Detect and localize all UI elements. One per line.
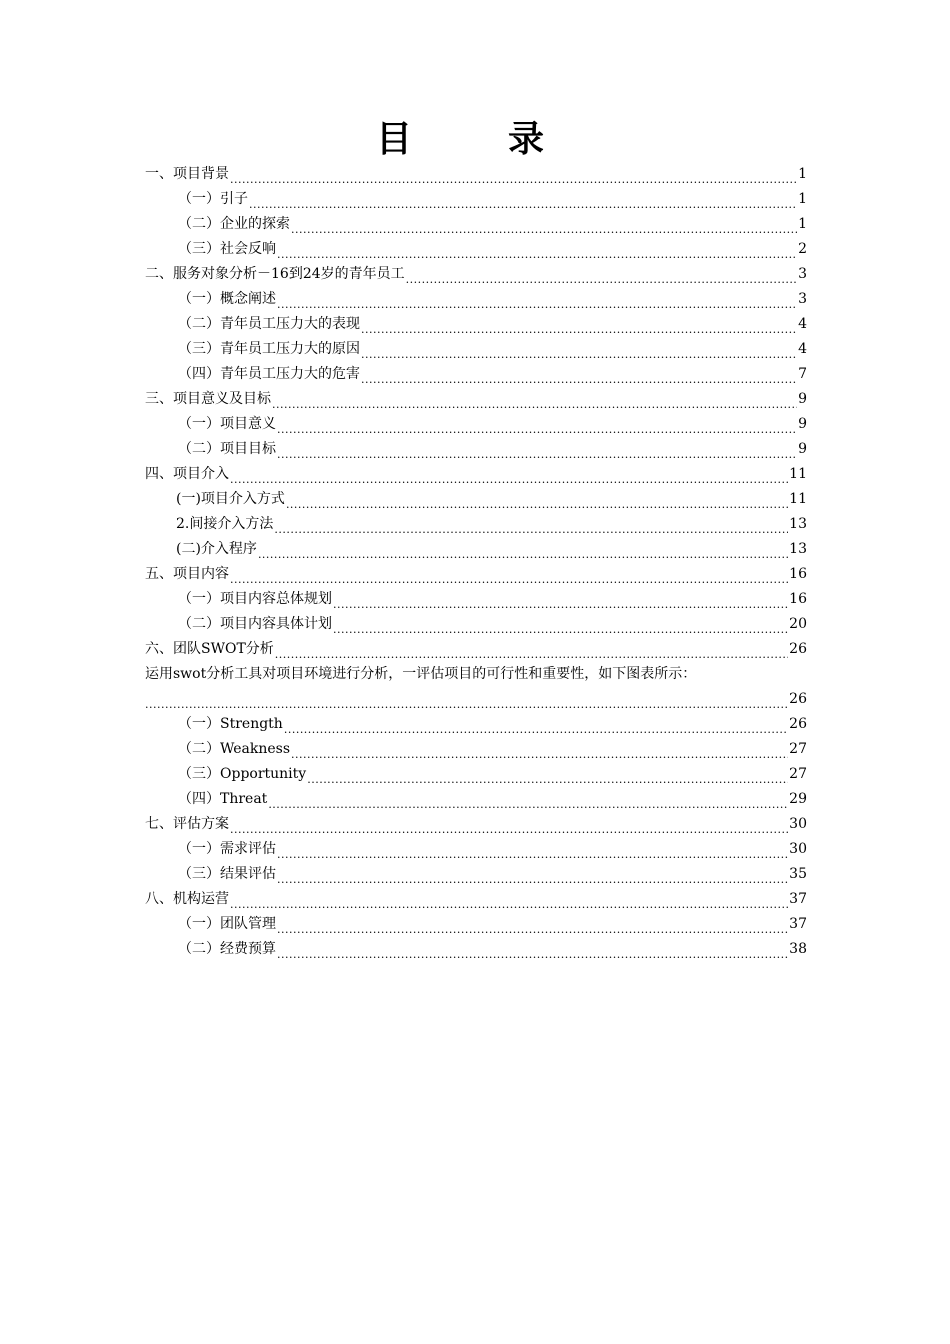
toc-entry[interactable] [145,412,807,437]
toc-page-number: 16 [789,566,807,582]
dot-leader [291,737,788,762]
toc-entry-label: 一、项目背景 [145,166,229,182]
toc-page-number: 1 [798,191,807,207]
toc-entry-label: （二）经费预算 [178,941,276,957]
toc-page-number: 26 [789,691,807,707]
dot-leader [277,837,788,862]
dot-leader [258,537,788,562]
toc-paragraph: 运用swot分析工具对项目环境进行分析，一评估项目的可行性和重要性，如下图表所示： [145,666,697,682]
toc-entry-label: （三）Opportunity [178,766,307,782]
dot-leader [361,312,797,337]
dot-leader [333,587,788,612]
toc-page-number: 1 [798,216,807,232]
toc-page-number: 27 [789,741,807,757]
toc-page-number: 27 [789,766,807,782]
toc-entry-label: （四）Threat [178,791,268,807]
dot-leader [284,712,788,737]
toc-page-number: 9 [798,416,807,432]
toc-entry-label: （二）项目内容具体计划 [178,616,332,632]
toc-entry-label: （三）结果评估 [178,866,276,882]
dot-leader [307,762,788,787]
dot-leader [361,337,797,362]
toc-entry-label: （一）Strength [178,716,283,732]
toc-page-number: 13 [789,541,807,557]
dot-leader [249,187,797,212]
toc-page-number: 11 [789,466,807,482]
toc-page-number: 9 [798,441,807,457]
toc-page-number: 37 [789,916,807,932]
toc-entry[interactable] [145,737,807,762]
toc-page-number: 26 [789,716,807,732]
toc-entry-label: （二）青年员工压力大的表现 [178,316,360,332]
dot-leader [272,387,797,412]
table-of-contents [145,162,807,962]
toc-entry[interactable] [145,387,807,412]
toc-entry[interactable] [145,637,807,662]
dot-leader [145,687,788,712]
dot-leader [291,212,797,237]
toc-entry-label: （四）青年员工压力大的危害 [178,366,360,382]
dot-leader [277,412,797,437]
toc-entry-label: 二、服务对象分析－16到24岁的青年员工 [145,266,405,282]
toc-entry-label: （一）团队管理 [178,916,276,932]
toc-entry[interactable] [145,312,807,337]
toc-entry[interactable] [145,237,807,262]
toc-entry-label: （一）项目内容总体规划 [178,591,332,607]
dot-leader [277,437,797,462]
toc-entry-label: 四、项目介入 [145,466,229,482]
toc-page-number: 13 [789,516,807,532]
toc-entry[interactable] [145,687,807,712]
toc-entry[interactable] [145,287,807,312]
toc-entry-label: 三、项目意义及目标 [145,391,271,407]
toc-page-number: 35 [789,866,807,882]
toc-page-number: 38 [789,941,807,957]
dot-leader [230,562,788,587]
toc-entry-label: （三）社会反响 [178,241,276,257]
dot-leader [277,862,788,887]
toc-entry[interactable] [145,887,807,912]
toc-entry[interactable] [145,787,807,812]
toc-entry[interactable] [145,462,807,487]
page-title: 目 录 [375,118,574,160]
toc-page-number: 1 [798,166,807,182]
dot-leader [277,912,788,937]
toc-page-number: 29 [789,791,807,807]
dot-leader [277,937,788,962]
toc-page-number: 3 [798,266,807,282]
toc-entry[interactable] [145,912,807,937]
toc-entry-label: （一）引子 [178,191,248,207]
dot-leader [268,787,788,812]
toc-entry[interactable] [145,612,807,637]
toc-entry-label: （一）需求评估 [178,841,276,857]
toc-entry[interactable] [145,512,807,537]
dot-leader [277,287,797,312]
dot-leader [406,262,797,287]
toc-entry-label: （二）Weakness [178,741,291,757]
toc-page-number: 30 [789,816,807,832]
toc-entry[interactable] [145,837,807,862]
toc-entry-label: 七、评估方案 [145,816,229,832]
toc-entry-label: （二）企业的探索 [178,216,290,232]
toc-entry[interactable] [145,262,807,287]
toc-entry-label: 五、项目内容 [145,566,229,582]
toc-page-number: 20 [789,616,807,632]
toc-entry-label: (一)项目介入方式 [176,491,285,507]
toc-entry-label: （一）概念阐述 [178,291,276,307]
toc-entry[interactable] [145,862,807,887]
toc-page-number: 4 [798,316,807,332]
toc-entry[interactable] [145,187,807,212]
toc-page-number: 9 [798,391,807,407]
toc-entry[interactable] [145,337,807,362]
toc-entry[interactable] [145,762,807,787]
toc-entry-label: 2.间接介入方法 [176,516,274,532]
dot-leader [230,887,788,912]
toc-page-number: 2 [798,241,807,257]
toc-page-number: 26 [789,641,807,657]
dot-leader [361,362,797,387]
toc-entry[interactable] [145,812,807,837]
toc-entry-label: （一）项目意义 [178,416,276,432]
toc-page-number: 3 [798,291,807,307]
toc-entry-label: 六、团队SWOT分析 [145,641,274,657]
dot-leader [230,162,797,187]
dot-leader [333,612,788,637]
toc-entry-label: （三）青年员工压力大的原因 [178,341,360,357]
toc-entry-label: (二)介入程序 [176,541,257,557]
toc-page-number: 7 [798,366,807,382]
dot-leader [286,487,788,512]
toc-page-number: 37 [789,891,807,907]
toc-entry-label: 八、机构运营 [145,891,229,907]
toc-entry[interactable] [145,712,807,737]
dot-leader [275,637,788,662]
dot-leader [230,812,788,837]
toc-entry-label: （二）项目目标 [178,441,276,457]
toc-entry[interactable] [145,437,807,462]
toc-entry[interactable] [145,162,807,187]
toc-entry[interactable] [145,562,807,587]
toc-entry[interactable] [145,487,807,512]
toc-entry[interactable] [145,362,807,387]
toc-page-number: 4 [798,341,807,357]
toc-entry[interactable] [145,537,807,562]
dot-leader [277,237,797,262]
toc-page-number: 11 [789,491,807,507]
dot-leader [274,512,788,537]
toc-page-number: 30 [789,841,807,857]
toc-entry[interactable] [145,587,807,612]
toc-page-number: 16 [789,591,807,607]
dot-leader [230,462,788,487]
toc-entry[interactable] [145,937,807,962]
toc-entry[interactable] [145,212,807,237]
